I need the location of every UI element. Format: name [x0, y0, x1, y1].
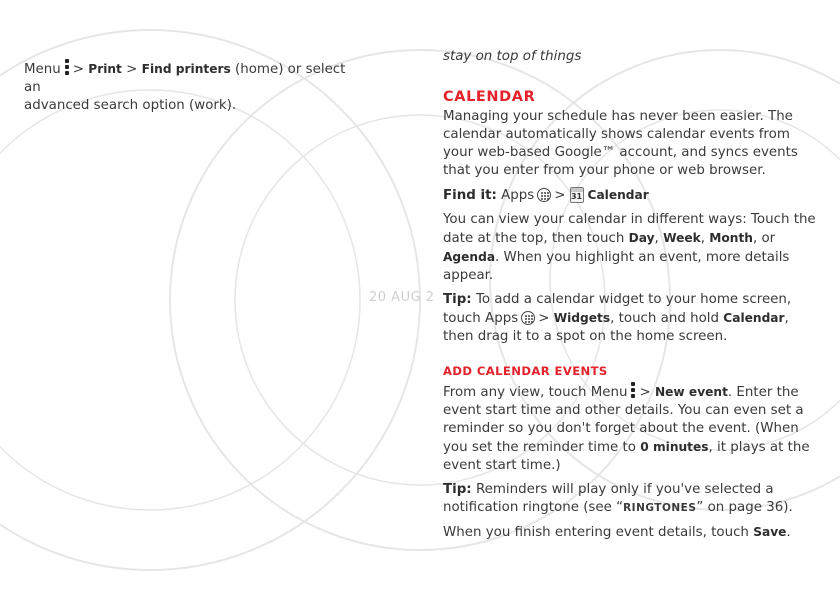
tip-label: Tip:	[443, 292, 472, 307]
menu-icon	[65, 59, 69, 76]
calendar-icon: 31	[570, 187, 584, 203]
calendar-intro: Managing your schedule has never been easier. The calendar automatically shows calendar events from your web-based Google™ account, and syncs events that you enter from your phone or web browser.	[443, 109, 798, 178]
menu-icon	[631, 382, 635, 399]
find-it-line: Find it: Apps > 31 Calendar	[443, 188, 649, 203]
week-command: Week	[663, 231, 701, 245]
find-it-label: Find it:	[443, 188, 497, 203]
reminder-tip: Tip: Reminders will play only if you've selected a notification ringtone (see “RINGTONES” on page 36).	[443, 482, 793, 515]
new-event-command: New event	[654, 385, 728, 399]
print-command: Print	[88, 62, 122, 76]
calendar-heading: CALENDAR	[443, 89, 536, 105]
watermark-stamp-date: 20 AUG 2	[369, 290, 435, 305]
calendar-widget-command: Calendar	[723, 311, 785, 325]
add-events-paragraph: From any view, touch Menu > New event. Enter the event start time and other details. You can even set a reminder so you don't forget about the event. (When you set the reminder time to 0 minutes, it plays at the event start time.)	[443, 382, 819, 475]
save-command: Save	[753, 525, 787, 539]
calendar-views-paragraph: You can view your calendar in different ways: Touch the date at the top, then touch Day, Week, Month, or Agenda. When you highlight an event, more details appear.	[443, 212, 816, 283]
apps-icon	[537, 188, 551, 202]
find-printers-command: Find printers	[141, 62, 231, 76]
day-command: Day	[628, 231, 655, 245]
left-column	[24, 59, 364, 115]
ringtones-link[interactable]: RINGTONES	[623, 502, 697, 514]
page-header: stay on top of things	[443, 49, 582, 64]
calendar-command: Calendar	[587, 188, 649, 202]
tip-label: Tip:	[443, 482, 472, 497]
widget-tip: Tip: To add a calendar widget to your home screen, touch Apps > Widgets, touch and hold Calendar, then drag it to a spot on the home screen.	[443, 292, 792, 344]
finish-paragraph: When you finish entering event details, touch Save.	[443, 525, 791, 540]
add-events-heading: ADD CALENDAR EVENTS	[443, 364, 608, 378]
month-command: Month	[709, 231, 753, 245]
widgets-command: Widgets	[553, 311, 611, 325]
print-instruction: Menu > Print > Find printers (home) or select an advanced search option (work).	[24, 59, 364, 115]
agenda-command: Agenda	[443, 250, 496, 264]
apps-icon	[521, 311, 535, 325]
right-column	[443, 48, 819, 548]
zero-minutes-value: 0 minutes	[640, 440, 709, 454]
